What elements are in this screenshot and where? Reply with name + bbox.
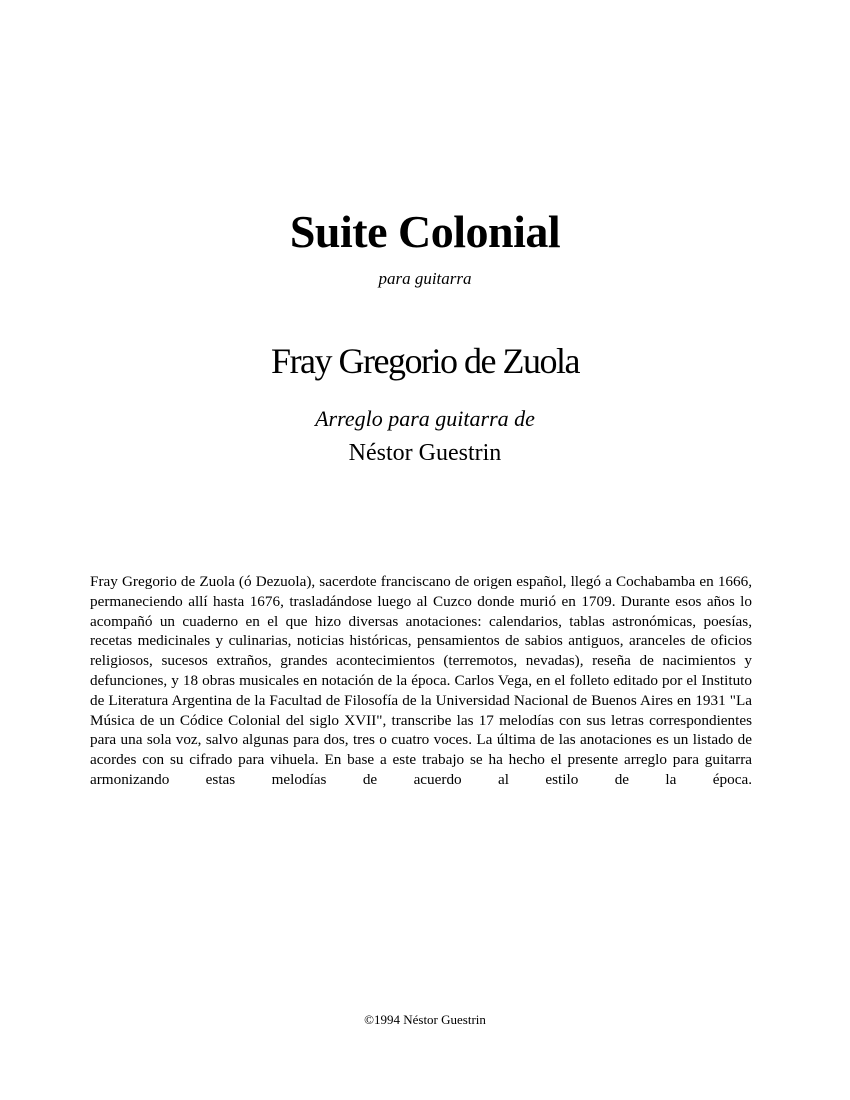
copyright-footer: ©1994 Néstor Guestrin (364, 1012, 486, 1027)
composer-name: Fray Gregorio de Zuola (271, 341, 579, 381)
page-title: Suite Colonial (289, 206, 561, 257)
page-subtitle: para guitarra (378, 269, 472, 288)
arranger-name: Néstor Guestrin (348, 440, 502, 466)
body-paragraph: Fray Gregorio de Zuola (ó Dezuola), sacerdote franciscano de origen español, llegó a Cochabamba en 1666, permaneciendo allí hasta 1676, trasladándose luego al Cuzco donde murió en 1709. Durante esos años lo acompañó un cuaderno en el que hizo diversas anotaciones: calendarios, tablas astronómicas, poesías, recetas medicinales y culinarias, noticias históricas, pensamientos de sabios antiguos, aranceles de oficios religiosos, sucesos extraños, grandes acontecimientos (terremotos, nevadas), reseña de nacimientos y defunciones, y 18 obras musicales en notación de la época. Carlos Vega, en el folleto editado por el Instituto de Literatura Argentina de la Facultad de Filosofía de la Universidad Nacional de Buenos Aires en 1931 "La Música de un Códice Colonial del siglo XVII", transcribe las 17 melodías con sus letras correspondientes para una sola voz, salvo algunas para dos, tres o cuatro voces. La última de las anotaciones es un listado de acordes con su cifrado para vihuela. En base a este trabajo se ha hecho el presente arreglo para guitarra armonizando estas melodías de acuerdo al estilo de la época. (90, 573, 752, 788)
arrangement-label: Arreglo para guitarra de (315, 406, 535, 431)
